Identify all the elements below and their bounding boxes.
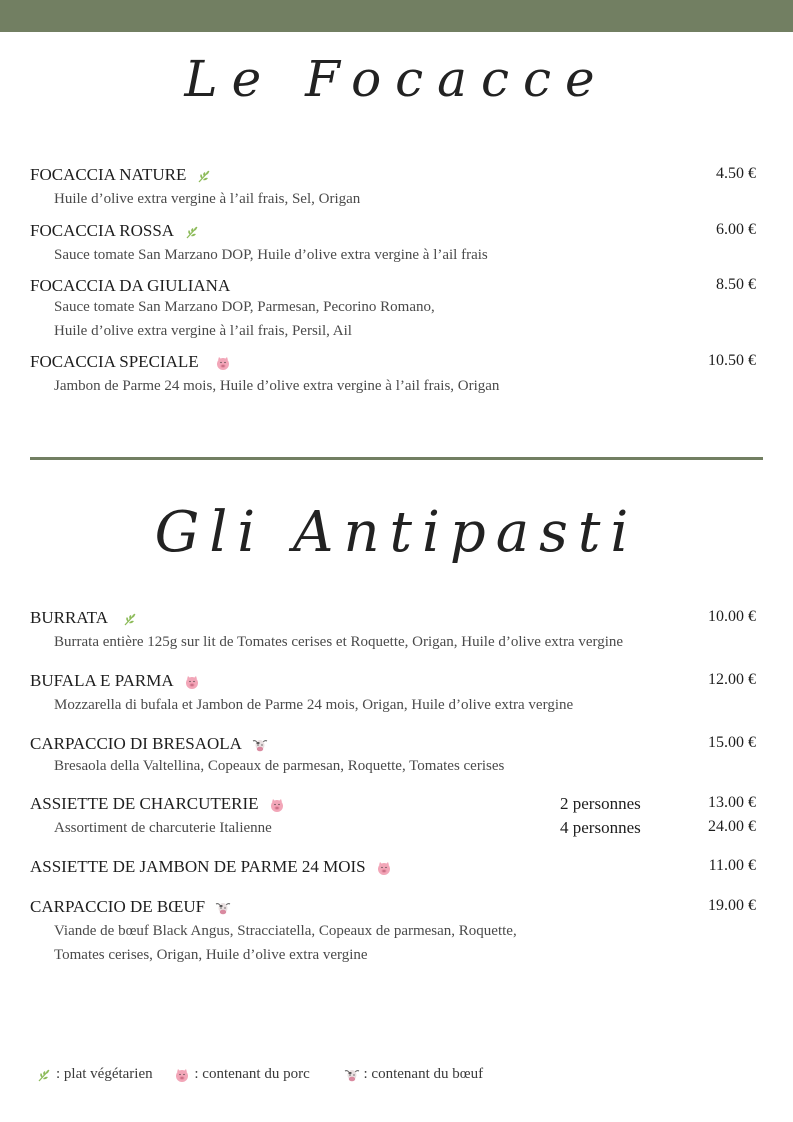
legend-beef: : contenant du bœuf: [363, 1066, 484, 1083]
item-description: Assortiment de charcuterie Italienne: [54, 820, 272, 836]
item-price: 8.50 €: [716, 276, 756, 293]
item-price: 11.00 €: [708, 857, 756, 874]
focacce-title: Le Focacce: [184, 50, 609, 108]
menu-item: [30, 857, 756, 881]
item-name: CARPACCIO DE BŒUF: [30, 897, 206, 916]
item-description: Sauce tomate San Marzano DOP, Huile d’olive extra vergine à l’ail frais: [54, 247, 488, 263]
menu-item: [30, 671, 756, 711]
legend-vegetarian: : plat végétarien: [56, 1066, 153, 1083]
menu-item: [30, 165, 756, 205]
cow-icon: [252, 737, 268, 753]
item-price: 10.50 €: [708, 352, 756, 369]
item-description: Jambon de Parme 24 mois, Huile d’olive extra vergine à l’ail frais, Origan: [54, 378, 500, 394]
item-price-4-persons: 24.00 €: [708, 818, 756, 835]
item-description: Huile d’olive extra vergine à l’ail frais, Sel, Origan: [54, 191, 361, 207]
item-description: Burrata entière 125g sur lit de Tomates cerises et Roquette, Origan, Huile d’olive extra vergine: [54, 634, 624, 650]
menu-item: [30, 794, 756, 842]
menu-item: [30, 734, 756, 774]
top-bar: [0, 0, 793, 32]
cow-icon: [344, 1067, 360, 1083]
leaf-icon: [36, 1067, 52, 1083]
menu-item: [30, 352, 756, 392]
item-price: 10.00 €: [708, 608, 756, 625]
menu-item: [30, 276, 756, 342]
pig-icon: [376, 860, 392, 876]
item-name: ASSIETTE DE JAMBON DE PARME 24 MOIS: [30, 857, 366, 876]
pig-icon: [174, 1067, 190, 1083]
item-name: FOCACCIA DA GIULIANA: [30, 276, 231, 295]
menu-item: [30, 608, 756, 648]
item-name: FOCACCIA NATURE: [30, 165, 187, 184]
serving-2-persons: 2 personnes: [560, 794, 641, 813]
item-description: Viande de bœuf Black Angus, Stracciatella, Copeaux de parmesan, Roquette,: [54, 923, 517, 939]
leaf-icon: [184, 224, 200, 240]
item-description: Mozzarella di bufala et Jambon de Parme 24 mois, Origan, Huile d’olive extra vergine: [54, 697, 574, 713]
item-description: Bresaola della Valtellina, Copeaux de parmesan, Roquette, Tomates cerises: [54, 758, 505, 774]
menu-item: [30, 221, 756, 261]
pig-icon: [215, 355, 231, 371]
item-description: Huile d’olive extra vergine à l’ail frais, Persil, Ail: [54, 323, 352, 339]
item-name: CARPACCIO DI BRESAOLA: [30, 734, 242, 753]
menu-item: [30, 897, 756, 967]
pig-icon: [184, 674, 200, 690]
item-name: FOCACCIA SPECIALE: [30, 352, 199, 371]
item-price: 13.00 €: [708, 794, 756, 811]
pig-icon: [269, 797, 285, 813]
leaf-icon: [196, 168, 212, 184]
serving-4-persons: 4 personnes: [560, 818, 641, 837]
item-name: ASSIETTE DE CHARCUTERIE: [30, 794, 259, 813]
item-name: BUFALA E PARMA: [30, 671, 174, 690]
antipasti-title: Gli Antipasti: [154, 500, 639, 565]
section-divider: [30, 457, 763, 460]
cow-icon: [215, 900, 231, 916]
item-description: Sauce tomate San Marzano DOP, Parmesan, Pecorino Romano,: [54, 299, 435, 315]
legend-pork: : contenant du porc: [194, 1066, 310, 1083]
item-price: 12.00 €: [708, 671, 756, 688]
item-description: Tomates cerises, Origan, Huile d’olive extra vergine: [54, 947, 368, 963]
item-name: FOCACCIA ROSSA: [30, 221, 175, 240]
item-name: BURRATA: [30, 608, 108, 627]
item-price: 6.00 €: [716, 221, 756, 238]
item-price: 4.50 €: [716, 165, 756, 182]
legend: [36, 1066, 483, 1083]
item-price: 15.00 €: [708, 734, 756, 751]
leaf-icon: [122, 611, 138, 627]
item-price: 19.00 €: [708, 897, 756, 914]
